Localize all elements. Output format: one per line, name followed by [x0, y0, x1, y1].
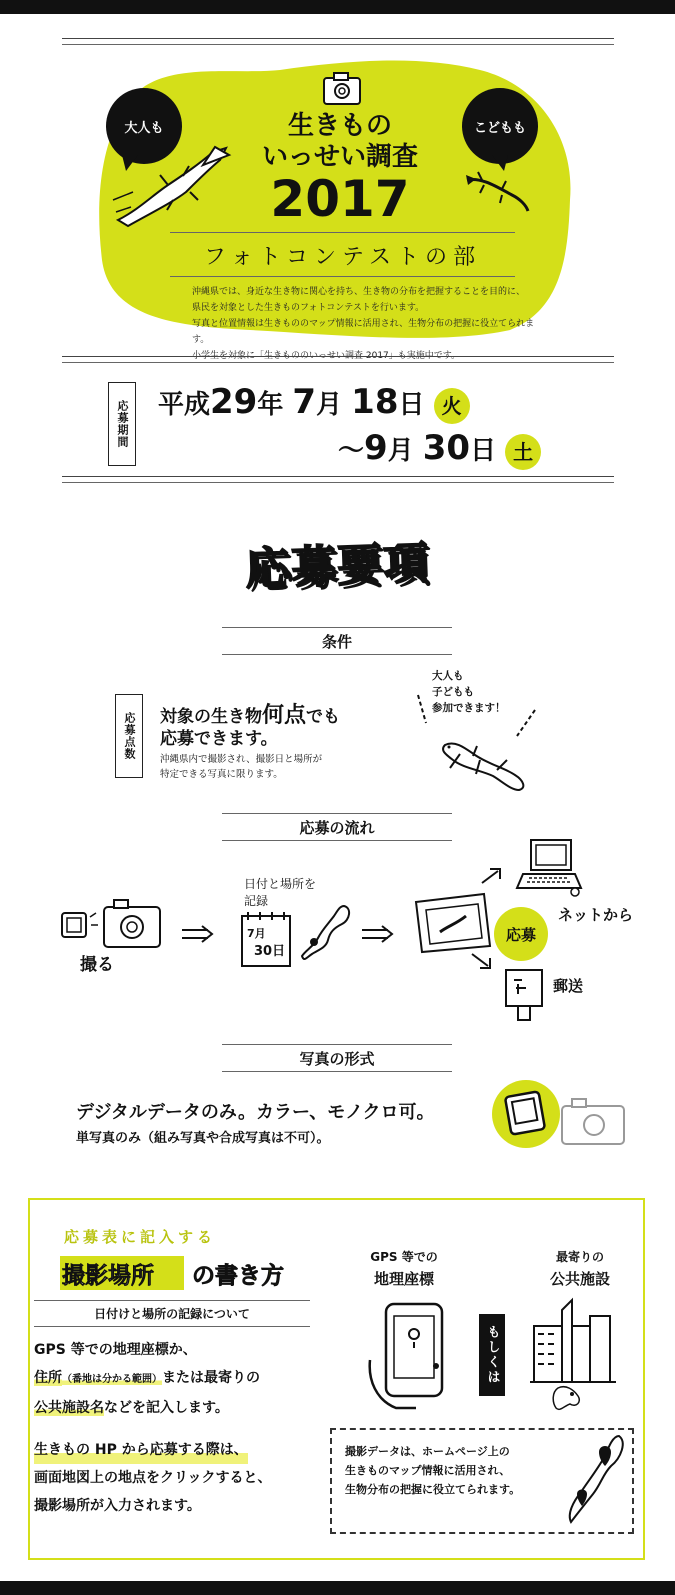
step-shoot: 撮る — [80, 955, 114, 975]
text: GPS 等での — [370, 1250, 438, 1264]
howto-p1 — [34, 1336, 260, 1422]
camera-icon — [490, 1078, 640, 1154]
format-line2: 単写真のみ（組み写真や合成写真は不可）。 — [76, 1131, 330, 1146]
mailbox-icon — [502, 966, 546, 1024]
apply-badge: 応募 — [494, 907, 548, 961]
divider — [222, 627, 452, 628]
month: 7 — [292, 382, 317, 422]
title-line2: いっせい調査 — [261, 142, 418, 172]
divider — [62, 356, 614, 357]
unit: 日 — [398, 390, 425, 420]
camera-icon — [58, 895, 168, 955]
period-label: 応募期間 — [108, 382, 136, 466]
text: 画面地図上の地点をクリックすると、 — [34, 1470, 272, 1486]
howto-title-rest: の書き方 — [192, 1263, 284, 1289]
divider — [222, 813, 452, 814]
gps-label — [356, 1246, 452, 1290]
divider — [62, 362, 614, 363]
period-end — [338, 428, 541, 470]
text: 生物分布の把握に役立てられます。 — [345, 1483, 521, 1496]
divider — [34, 1326, 310, 1327]
description-line: 沖縄県では、身近な生き物に関心を持ち、生き物の分布を把握することを目的に、 — [192, 287, 526, 297]
text: 公共施設 — [549, 1270, 610, 1288]
text: または最寄りの — [162, 1370, 260, 1386]
note-text — [345, 1442, 520, 1499]
top-bar — [0, 0, 675, 14]
photo-frame-icon — [412, 890, 494, 956]
conditions-sub — [160, 752, 322, 782]
text-highlight: 住所 — [34, 1370, 62, 1386]
arrow-down-right-icon — [470, 950, 494, 972]
arrow-up-right-icon — [480, 865, 504, 887]
divider — [222, 1044, 452, 1045]
description — [192, 284, 537, 364]
text-highlight: 生きもの HP から応募する際は、 — [34, 1436, 248, 1464]
calendar-day: 30日 — [254, 944, 286, 959]
guidelines-heading: 応募要項 — [244, 537, 431, 596]
arrow-right-icon — [360, 924, 396, 944]
day: 18 — [351, 382, 399, 422]
text: 子どもも — [432, 686, 474, 698]
facility-label — [530, 1246, 630, 1290]
howto-title-highlight: 撮影場所 — [62, 1263, 154, 1289]
unit: 月 — [387, 436, 414, 466]
text: 撮影場所が入力されます。 — [34, 1498, 201, 1514]
map-pin-icon — [563, 1432, 629, 1528]
conditions-label: 応募点数 — [115, 694, 143, 778]
divider — [34, 1300, 310, 1301]
format-heading: 写真の形式 — [299, 1050, 375, 1068]
divider — [62, 44, 614, 45]
gecko-icon — [415, 690, 545, 800]
text: 特定できる写真に限ります。 — [160, 769, 283, 780]
text-emphasis: 何点 — [262, 703, 307, 728]
badge-label: 大人も — [124, 120, 164, 136]
text: 記録 — [244, 894, 269, 908]
text-highlight: （番地は分かる範囲） — [62, 1374, 162, 1385]
laptop-icon — [515, 836, 583, 898]
calendar-month: 7月 — [247, 927, 266, 940]
text: 最寄りの — [555, 1250, 604, 1264]
camera-icon — [322, 72, 362, 106]
month: 9 — [364, 428, 388, 468]
description-line: 写真と位置情報は生きもののマップ情報に活用され、生物分布の把握に役立てられます。 — [192, 319, 535, 345]
day: 30 — [422, 428, 471, 468]
conditions-heading: 条件 — [321, 633, 352, 651]
badge-label: こどもも — [473, 120, 526, 136]
description-line: 小学生を対象に「生きもののいっせい調査 2017」も実施中です。 — [192, 351, 461, 361]
via-net: ネットから — [558, 906, 634, 924]
arrow-right-icon — [180, 924, 216, 944]
howto-p2 — [34, 1436, 271, 1520]
howto-subheading: 日付けと場所の記録について — [94, 1307, 250, 1321]
divider — [62, 482, 614, 483]
text: 対象の生き物 — [160, 707, 262, 727]
text: 参加できます！ — [432, 702, 506, 714]
divider — [222, 1071, 452, 1072]
period-start — [158, 382, 470, 424]
bottom-bar — [0, 1581, 675, 1595]
public-facility-icon — [530, 1296, 622, 1418]
text: GPS 等での地理座標か、 — [34, 1342, 197, 1358]
divider — [170, 276, 515, 277]
year: 29 — [210, 382, 258, 422]
text: 撮影データは、ホームページ上の — [345, 1445, 510, 1458]
text: でも — [306, 707, 341, 727]
via-mail: 郵送 — [553, 977, 584, 995]
divider — [222, 654, 452, 655]
okinawa-map-icon — [298, 902, 356, 964]
era: 平成 — [158, 390, 211, 420]
conditions-main-line2: 応募できます。 — [160, 729, 278, 749]
title-year: 2017 — [270, 170, 410, 228]
flow-heading: 応募の流れ — [299, 819, 375, 837]
text: 日付と場所を — [244, 877, 317, 891]
text: 生きものマップ情報に活用され、 — [345, 1464, 511, 1477]
weekday-badge: 土 — [505, 434, 541, 470]
text: 地理座標 — [373, 1270, 434, 1288]
divider — [62, 38, 614, 39]
text-highlight: 公共施設名 — [34, 1400, 104, 1416]
text: 沖縄県内で撮影され、撮影日と場所が — [160, 754, 323, 765]
title-line1: 生きもの — [287, 111, 392, 141]
subtitle: フォトコンテストの部 — [203, 245, 482, 270]
or-label: もしくは — [479, 1314, 505, 1396]
weekday-badge: 火 — [434, 388, 470, 424]
howto-kicker: 応募表に記入する — [64, 1228, 217, 1246]
format-line1: デジタルデータのみ。カラー、モノクロ可。 — [76, 1102, 435, 1123]
text: などを記入します。 — [104, 1400, 229, 1416]
divider — [62, 476, 614, 477]
description-line: 県民を対象とした生きものフォトコンテストを行います。 — [192, 303, 425, 313]
text: 大人も — [432, 670, 464, 682]
tilde: ～ — [338, 436, 365, 466]
unit: 月 — [316, 390, 343, 420]
smartphone-icon — [366, 1300, 456, 1412]
unit: 年 — [257, 390, 284, 420]
divider — [222, 840, 452, 841]
divider — [170, 232, 515, 233]
unit: 日 — [470, 436, 497, 466]
